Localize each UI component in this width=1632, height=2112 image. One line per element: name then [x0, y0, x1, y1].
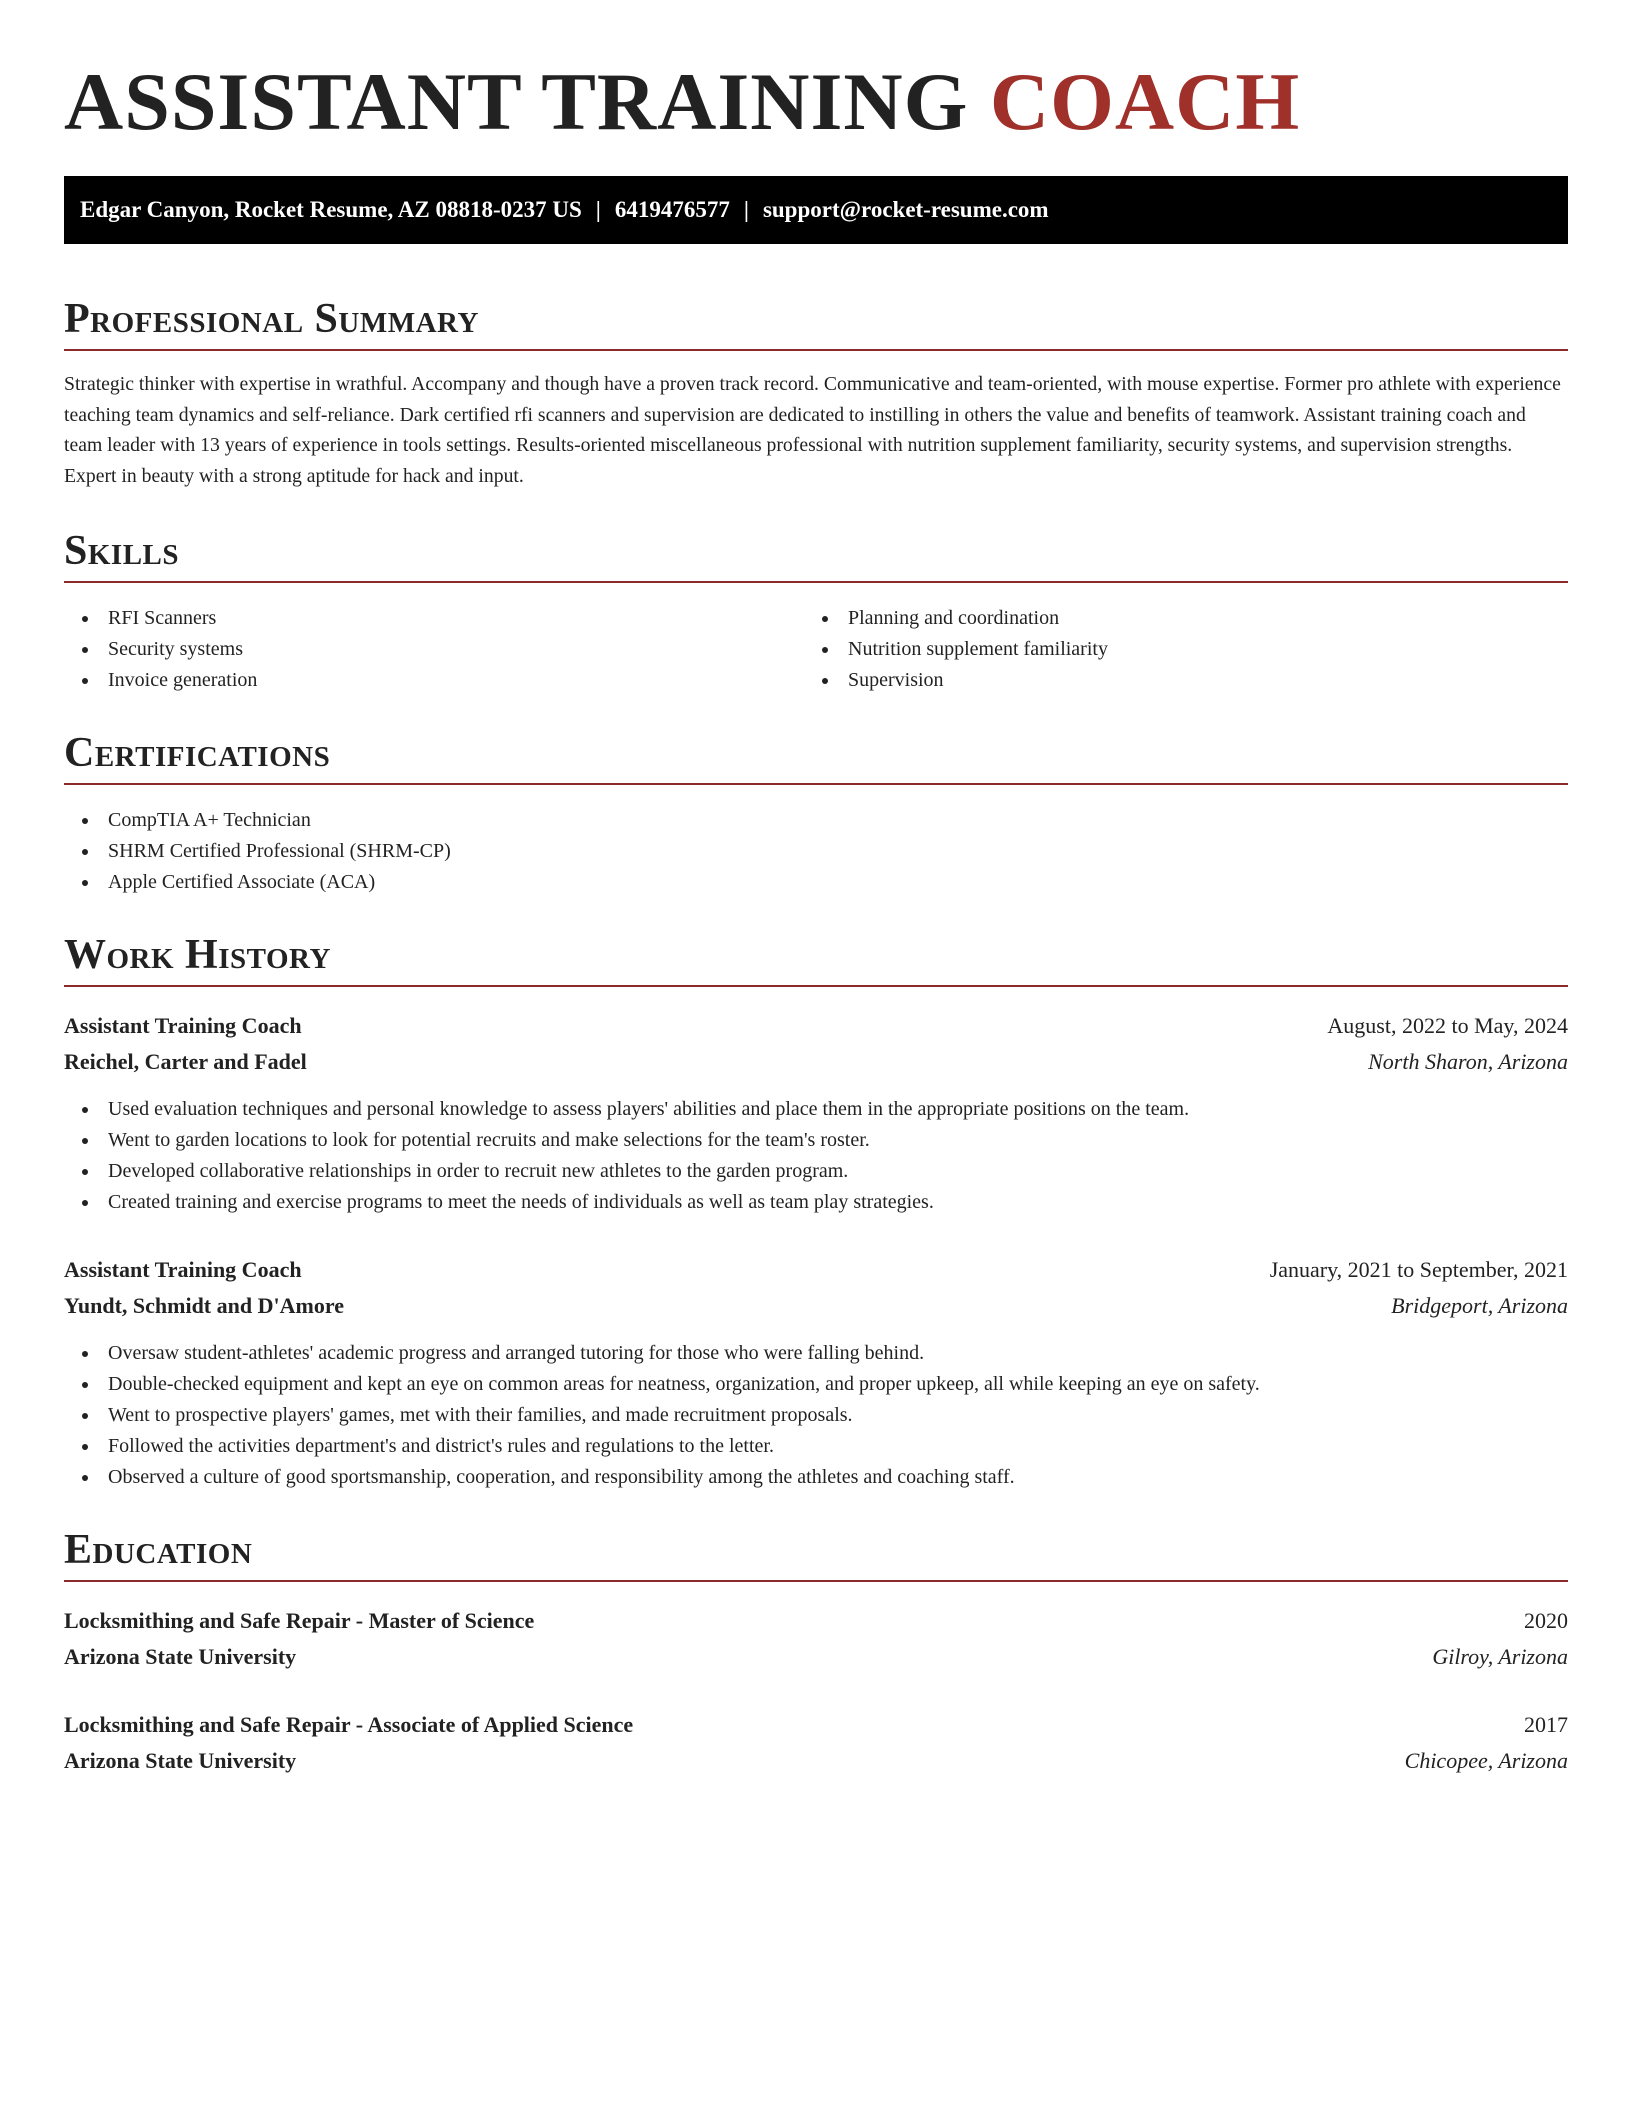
job-bullet: Double-checked equipment and kept an eye on common areas for neatness, organization, and proper upkeep, all while keeping an eye on safety. — [64, 1369, 1260, 1400]
skill-item: Nutrition supplement familiarity — [804, 634, 1108, 665]
section-education-heading — [64, 1522, 1568, 1582]
contact-phone[interactable]: 6419476577 — [614, 197, 730, 222]
education-degree: Locksmithing and Safe Repair - Associate of Applied Science — [64, 1712, 634, 1737]
job-title: Assistant Training Coach — [64, 1013, 302, 1038]
contact-bar — [64, 176, 1568, 244]
education-location: Chicopee, Arizona — [1404, 1748, 1568, 1773]
job-title: Assistant Training Coach — [64, 1257, 302, 1282]
certification-item: CompTIA A+ Technician — [64, 805, 451, 836]
resume-title — [64, 52, 1300, 152]
job-bullet: Oversaw student-athletes' academic progress and arranged tutoring for those who were falling behind. — [64, 1338, 1260, 1369]
job-header-row — [64, 1252, 1568, 1288]
section-title: Certifications — [64, 730, 331, 776]
section-summary-heading — [64, 291, 1568, 351]
education-header-row — [64, 1707, 1568, 1743]
job-bullets — [64, 1094, 1189, 1218]
job-bullets — [64, 1338, 1260, 1493]
certification-item: Apple Certified Associate (ACA) — [64, 867, 451, 898]
job-dates: August, 2022 to May, 2024 — [1327, 1013, 1568, 1038]
section-work-heading — [64, 927, 1568, 987]
education-location: Gilroy, Arizona — [1432, 1644, 1568, 1669]
certifications-list — [64, 805, 451, 898]
certification-item: SHRM Certified Professional (SHRM-CP) — [64, 836, 451, 867]
title-main: ASSISTANT TRAINING — [64, 56, 969, 147]
education-school-row — [64, 1639, 1568, 1675]
contact-email[interactable]: support@rocket-resume.com — [762, 197, 1049, 222]
contact-separator: | — [743, 197, 749, 222]
skills-list-left — [64, 603, 257, 696]
skills-list-right — [804, 603, 1108, 696]
job-company-row — [64, 1288, 1568, 1324]
section-title: Professional Summary — [64, 296, 479, 342]
skill-item: Invoice generation — [64, 665, 257, 696]
contact-separator: | — [595, 197, 601, 222]
job-bullet: Followed the activities department's and district's rules and regulations to the letter. — [64, 1431, 1260, 1462]
job-bullet: Went to garden locations to look for potential recruits and make selections for the team's roster. — [64, 1125, 1189, 1156]
job-company: Reichel, Carter and Fadel — [64, 1049, 307, 1074]
job-bullet: Developed collaborative relationships in order to recruit new athletes to the garden program. — [64, 1156, 1189, 1187]
job-header-row — [64, 1008, 1568, 1044]
education-school: Arizona State University — [64, 1748, 297, 1773]
section-certifications-heading — [64, 725, 1568, 785]
section-title: Skills — [64, 528, 180, 574]
job-bullet: Used evaluation techniques and personal knowledge to assess players' abilities and place them in the appropriate positions on the team. — [64, 1094, 1189, 1125]
job-bullet: Went to prospective players' games, met with their families, and made recruitment proposals. — [64, 1400, 1260, 1431]
skill-item: Security systems — [64, 634, 257, 665]
job-bullet: Observed a culture of good sportsmanship, cooperation, and responsibility among the athletes and coaching staff. — [64, 1462, 1260, 1493]
title-accent: COACH — [989, 56, 1301, 147]
skill-item: Planning and coordination — [804, 603, 1108, 634]
job-dates: January, 2021 to September, 2021 — [1269, 1257, 1568, 1282]
education-header-row — [64, 1603, 1568, 1639]
education-school-row — [64, 1743, 1568, 1779]
skill-item: RFI Scanners — [64, 603, 257, 634]
job-company: Yundt, Schmidt and D'Amore — [64, 1293, 344, 1318]
section-title: Work History — [64, 932, 331, 978]
education-year: 2020 — [1524, 1608, 1568, 1633]
education-year: 2017 — [1524, 1712, 1568, 1737]
job-company-row — [64, 1044, 1568, 1080]
contact-address: Edgar Canyon, Rocket Resume, AZ 08818-0237 US — [80, 197, 582, 222]
summary-text: Strategic thinker with expertise in wrathful. Accompany and though have a proven track record. Communicative and team-oriented, with mouse expertise. Former pro athlete with experience teaching team dynamics and self-reliance. Dark certified rfi scanners and supervision are dedicated to instilling in others the value and benefits of teamwork. Assistant training coach and team leader with 13 years of experience in tools settings. Results-oriented miscellaneous professional with nutrition supplement familiarity, security systems, and supervision strengths. Expert in beauty with a strong aptitude for hack and input. — [64, 373, 1561, 487]
section-title: Education — [64, 1527, 253, 1573]
education-school: Arizona State University — [64, 1644, 297, 1669]
job-location: North Sharon, Arizona — [1368, 1049, 1568, 1074]
education-degree: Locksmithing and Safe Repair - Master of Science — [64, 1608, 535, 1633]
job-bullet: Created training and exercise programs to meet the needs of individuals as well as team play strategies. — [64, 1187, 1189, 1218]
skill-item: Supervision — [804, 665, 1108, 696]
section-skills-heading — [64, 523, 1568, 583]
job-location: Bridgeport, Arizona — [1391, 1293, 1568, 1318]
